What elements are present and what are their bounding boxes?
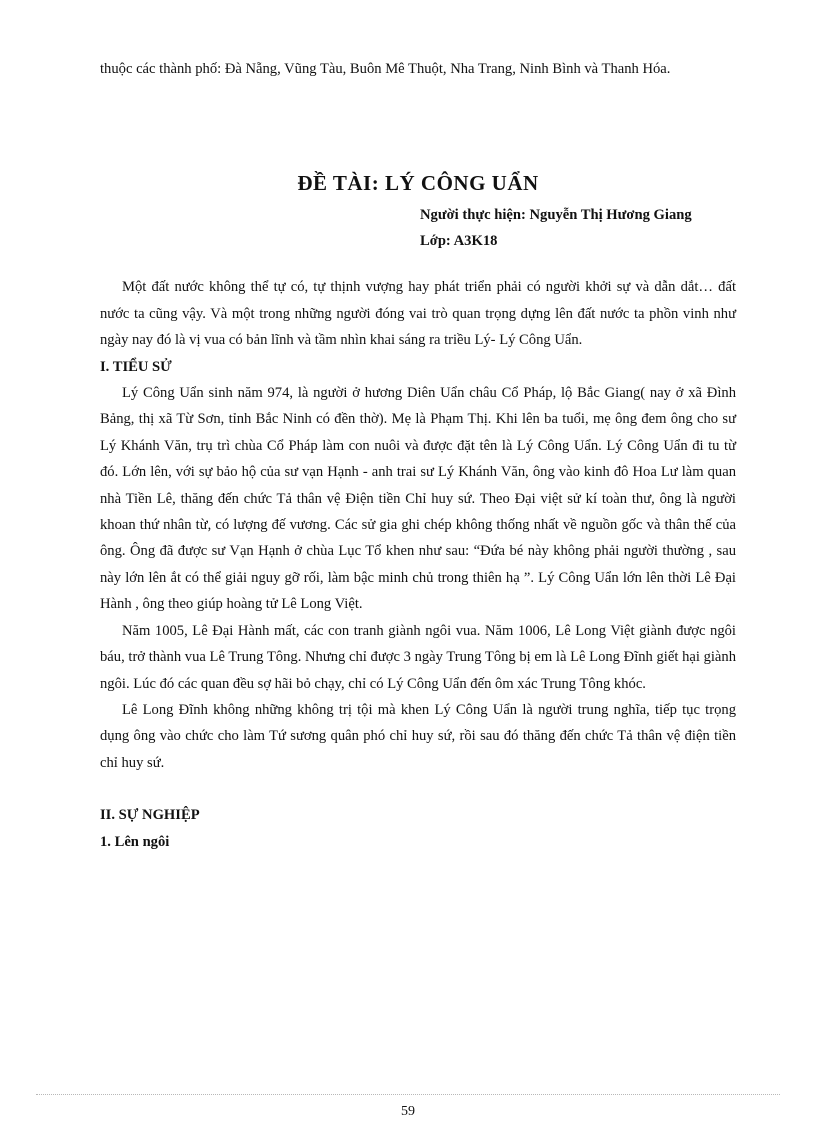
spacer: [100, 254, 736, 274]
page-content: [100, 56, 736, 855]
biography-paragraph-2: Năm 1005, Lê Đại Hành mất, các con tranh giành ngôi vua. Năm 1006, Lê Long Việt giành được ngôi báu, trở thành vua Lê Trung Tông. Nhưng chỉ được 3 ngày Trung Tông bị em là Lê Long Đĩnh giết hại giành ngôi. Lúc đó các quan đều sợ hãi bỏ chạy, chỉ có Lý Công Uẩn đến ôm xác Trung Tông khóc.: [100, 622, 736, 692]
opening-paragraph: Một đất nước không thể tự có, tự thịnh vượng hay phát triển phải có người khởi sự và dẫn dắt… đất nước ta cũng vậy. Và một trong những người đóng vai trò quan trọng dựng lên đất nước ta phồn vinh như ngày nay đó là vị vua có bản lĩnh và tầm nhìn khai sáng ra triều Lý- Lý Công Uẩn.: [100, 279, 736, 349]
section-heading-career: II. SỰ NGHIỆP: [100, 807, 200, 824]
author-performer: Người thực hiện: Nguyễn Thị Hương Giang: [420, 207, 692, 224]
biography-paragraph-1: Lý Công Uẩn sinh năm 974, là người ở hương Diên Uẩn châu Cổ Pháp, lộ Bắc Giang( nay ở xã Đình Bảng, thị xã Từ Sơn, tỉnh Bắc Ninh có đền thờ). Mẹ là Phạm Thị. Khi lên ba tuổi, mẹ ông đem ông cho sư Lý Khánh Văn, trụ trì chùa Cổ Pháp làm con nuôi và được đặt tên là Lý Công Uẩn. Lý Công Uẩn đi tu từ đó. Lớn lên, với sự bảo hộ của sư vạn Hạnh - anh trai sư Lý Khánh Văn, ông vào kinh đô Hoa Lư làm quan nhà Tiền Lê, thăng đến chức Tả thân vệ Điện tiền Chỉ huy sứ. Theo Đại việt sử kí toàn thư, ông là người khoan thứ nhân từ, có lượng đế vương. Các sử gia ghi chép không thống nhất về nguồn gốc và thân thế của ông. Ông đã được sư Vạn Hạnh ở chùa Lục Tổ khen như sau: “Đứa bé này không phải người thường , sau này lớn lên ắt có thể giải nguy gỡ rối, làm bậc minh chủ trong thiên hạ ”. Lý Công Uẩn lớn lên thời Lê Đại Hành , ông theo giúp hoàng tử Lê Long Việt.: [100, 385, 736, 613]
intro-tail-paragraph: thuộc các thành phố: Đà Nẵng, Vũng Tàu, Buôn Mê Thuột, Nha Trang, Ninh Bình và Thanh Hóa.: [100, 61, 671, 77]
author-block: [100, 202, 736, 254]
author-class: Lớp: A3K18: [420, 233, 498, 250]
section-heading-biography: I. TIỂU SỬ: [100, 358, 172, 375]
biography-paragraph-3: Lê Long Đĩnh không những không trị tội mà khen Lý Công Uẩn là người trung nghĩa, tiếp tục trọng dụng ông vào chức cho làm Tứ sương quân phó chỉ huy sứ, rồi sau đó thăng đến chức Tả thân vệ điện tiền chỉ huy sứ.: [100, 701, 736, 771]
document-title: ĐỀ TÀI: LÝ CÔNG UẨN: [297, 171, 539, 196]
spacer: [100, 776, 736, 802]
page-number: 59: [401, 1104, 415, 1119]
footer-divider: [36, 1094, 780, 1095]
subsection-heading-accession: 1. Lên ngôi: [100, 833, 170, 850]
